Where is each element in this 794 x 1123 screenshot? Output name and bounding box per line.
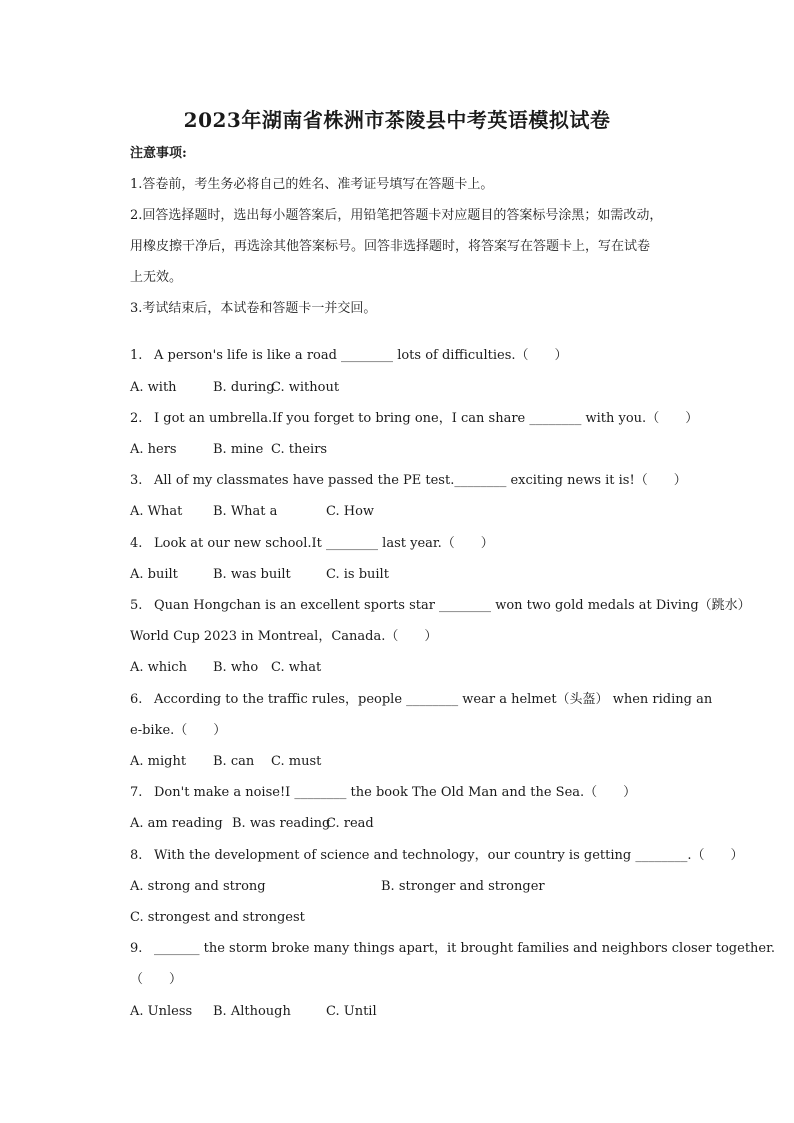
question-6: [130, 691, 712, 709]
option-a: A. which: [130, 660, 187, 675]
option-a: A. Unless: [130, 1004, 193, 1019]
option-a: A. might: [130, 754, 187, 769]
option-c: C. theirs: [271, 442, 328, 457]
question-number: 5.: [130, 598, 143, 613]
option-c: C. strongest and strongest: [130, 910, 305, 925]
notes-heading: 注意事项:: [130, 146, 187, 161]
question-stem: A person's life is like a road ________ lots of difficulties.（ ）: [154, 348, 568, 363]
option-b: B. was built: [213, 567, 291, 582]
question-stem: All of my classmates have passed the PE test.________ exciting news it is!（ ）: [154, 473, 687, 488]
option-c: C. is built: [326, 567, 389, 582]
option-b: B. stronger and stronger: [381, 879, 545, 894]
question-stem: With the development of science and technology，our country is getting ________.（ ）: [154, 848, 744, 863]
question-9: [130, 940, 775, 958]
question-number: 6.: [130, 692, 143, 707]
option-b: B. during: [213, 380, 275, 395]
option-c: C. without: [271, 380, 340, 395]
question-number: 7.: [130, 785, 143, 800]
notes-item: 用橡皮擦干净后，再选涂其他答案标号。回答非选择题时，将答案写在答题卡上，写在试卷: [130, 239, 651, 254]
question-number: 4.: [130, 536, 143, 551]
question-7: [130, 784, 636, 802]
option-c: C. read: [326, 816, 374, 831]
page-title: 2023年湖南省株洲市茶陵县中考英语模拟试卷: [183, 108, 611, 132]
question-3: [130, 472, 687, 490]
question-stem: I got an umbrella.If you forget to bring one，I can share ________ with you.（ ）: [154, 411, 699, 426]
question-2: [130, 410, 698, 428]
option-b: B. can: [213, 754, 255, 769]
option-a: A. built: [130, 567, 178, 582]
option-b: B. who: [213, 660, 259, 675]
option-a: A. strong and strong: [130, 879, 266, 894]
option-b: B. What a: [213, 504, 278, 519]
option-b: B. was reading: [232, 816, 331, 831]
question-stem: Don't make a noise!I ________ the book The Old Man and the Sea.（ ）: [154, 785, 637, 800]
option-a: A. What: [130, 504, 183, 519]
question-1: [130, 347, 568, 365]
question-number: 1.: [130, 348, 143, 363]
question-number: 8.: [130, 848, 143, 863]
question-stem-continued: （ ）: [130, 972, 183, 987]
question-4: [130, 535, 494, 553]
notes-item: 2.回答选择题时，选出每小题答案后，用铅笔把答题卡对应题目的答案标号涂黑；如需改动，: [130, 208, 663, 223]
question-stem: Quan Hongchan is an excellent sports star ________ won two gold medals at Diving（跳水）: [154, 598, 751, 613]
option-b: B. Although: [213, 1004, 291, 1019]
option-c: C. Until: [326, 1004, 377, 1019]
question-stem: Look at our new school.It ________ last year.（ ）: [154, 536, 494, 551]
option-a: A. with: [130, 380, 177, 395]
option-a: A. am reading: [130, 816, 223, 831]
question-number: 2.: [130, 411, 143, 426]
question-stem: _______ the storm broke many things apart，it brought families and neighbors closer together.: [154, 941, 776, 956]
question-5: [130, 597, 751, 615]
notes-item: 3.考试结束后，本试卷和答题卡一并交回。: [130, 301, 377, 316]
question-stem: According to the traffic rules，people ________ wear a helmet（头盔） when riding an: [154, 692, 713, 707]
question-stem-continued: World Cup 2023 in Montreal，Canada.（ ）: [130, 629, 438, 644]
option-a: A. hers: [130, 442, 177, 457]
option-c: C. what: [271, 660, 322, 675]
option-b: B. mine: [213, 442, 264, 457]
question-stem-continued: e-bike.（ ）: [130, 723, 227, 738]
question-number: 3.: [130, 473, 143, 488]
question-number: 9.: [130, 941, 143, 956]
notes-item: 1.答卷前，考生务必将自己的姓名、准考证号填写在答题卡上。: [130, 177, 494, 192]
option-c: C. must: [271, 754, 322, 769]
question-8: [130, 847, 743, 865]
notes-item: 上无效。: [130, 270, 183, 285]
option-c: C. How: [326, 504, 375, 519]
